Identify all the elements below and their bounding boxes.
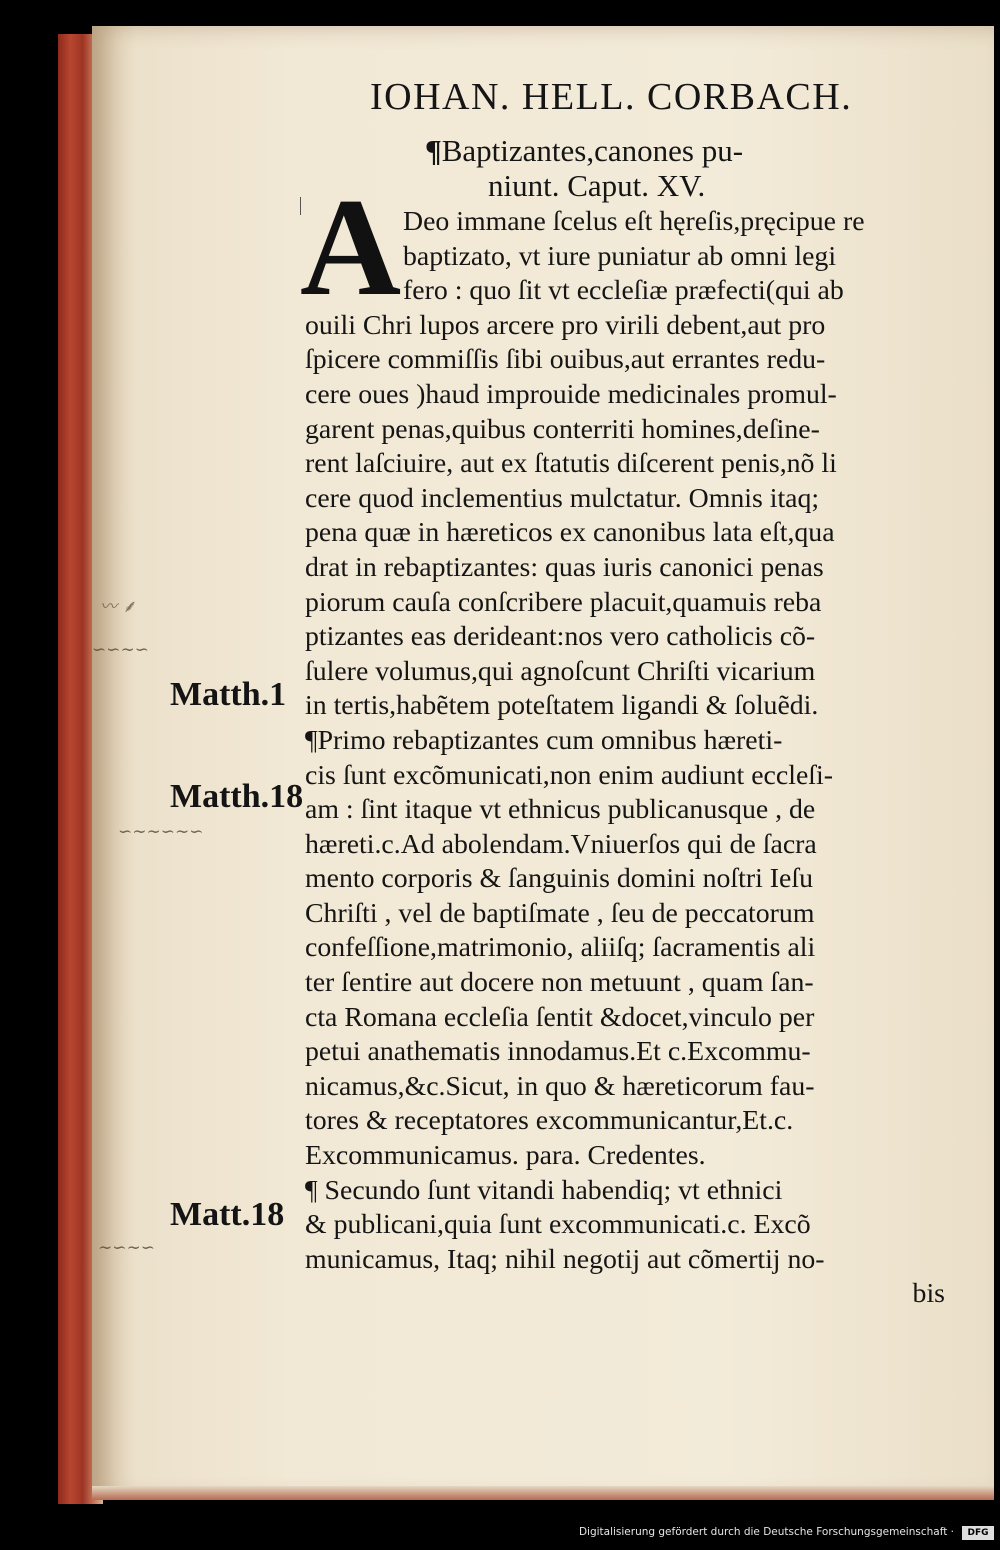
text-line: Excommunicamus. para. Credentes. bbox=[305, 1140, 706, 1172]
text-line: garent penas,quibus conterriti homines,deſine- bbox=[305, 413, 820, 445]
handwritten-annotation: 〰 ⸙ bbox=[100, 597, 136, 617]
text-line: confeſſione,matrimonio, aliiſq; ſacramentis ali bbox=[305, 932, 816, 964]
text-line: Chriſti , vel de baptiſmate , ſeu de peccatorum bbox=[305, 897, 815, 929]
text-line: cere quod inclementius mulctatur. Omnis itaq; bbox=[305, 482, 820, 514]
text-line: hæreti.c.Ad abolendam.Vniuerſos qui de ſacra bbox=[305, 828, 817, 860]
margin-reference: Matt.18 bbox=[170, 1196, 285, 1233]
text-line: mento corporis & ſanguinis domini noſtri Ieſu bbox=[305, 863, 813, 895]
handwritten-annotation: ∼∽∼∽ bbox=[98, 1238, 155, 1258]
page-bottom-edge bbox=[92, 1486, 994, 1500]
dfg-logo-icon: DFG bbox=[962, 1526, 994, 1540]
text-line: & publicani,quia ſunt excommunicati.c. Excõ bbox=[305, 1209, 811, 1241]
text-line: cere oues )haud improuide medicinales promul- bbox=[305, 378, 837, 410]
handwritten-annotation: ∽∽∼∽ bbox=[92, 640, 149, 660]
text-line-catchword: bis bbox=[912, 1278, 945, 1310]
text-line: ter ſentire aut docere non metuunt , quam ſan- bbox=[305, 967, 814, 999]
digitization-footer: Digitalisierung gefördert durch die Deutsche Forschungsgemeinschaft · bbox=[578, 1526, 954, 1538]
text-line: petui anathematis innodamus.Et c.Excommu- bbox=[305, 1036, 811, 1068]
text-line: ptizantes eas derideant:nos vero catholicis cõ- bbox=[305, 621, 816, 653]
chapter-title-text-1: Baptizantes,canones pu- bbox=[441, 133, 744, 168]
chapter-title-line-1 bbox=[425, 133, 835, 168]
text-line: ouili Chri lupos arcere pro virili debent,aut pro bbox=[305, 309, 826, 341]
text-line: ¶Primo rebaptizantes cum omnibus hæreti- bbox=[305, 724, 783, 756]
text-line: ſpicere commiſſis ſibi ouibus,aut errantes redu- bbox=[305, 344, 826, 376]
text-line: municamus, Itaq; nihil negotij aut cõmertij no- bbox=[305, 1243, 825, 1275]
text-line: drat in rebaptizantes: quas iuris canonici penas bbox=[305, 551, 824, 583]
text-line: nicamus,&c.Sicut, in quo & hæreticorum fau- bbox=[305, 1070, 815, 1102]
text-line: piorum cauſa conſcribere placuit,quamuis reba bbox=[305, 586, 822, 618]
text-line: pena quæ in hæreticos ex canonibus lata eſt,qua bbox=[305, 517, 835, 549]
drop-cap-initial: A bbox=[300, 170, 402, 325]
text-line: rent laſciuire, aut ex ſtatutis diſcerent penis,nõ li bbox=[305, 448, 837, 480]
margin-reference: Matth.1 bbox=[170, 676, 287, 713]
text-line: ſulere volumus,qui agnoſcunt Chriſti vicarium bbox=[305, 655, 816, 687]
pilcrow-icon: ¶ bbox=[425, 133, 442, 168]
text-line: fero : quo ſit vt eccleſiæ præfecti(qui ab bbox=[403, 275, 844, 307]
text-line: cta Romana eccleſia ſentit &docet,vinculo per bbox=[305, 1001, 815, 1033]
body-text bbox=[305, 205, 955, 1312]
running-head: IOHAN. HELL. CORBACH. bbox=[370, 76, 853, 118]
text-line: ¶ Secundo ſunt vitandi habendiq; vt ethnici bbox=[305, 1174, 783, 1206]
margin-reference: Matth.18 bbox=[170, 778, 304, 815]
text-line: cis ſunt excõmunicati,non enim audiunt eccleſi- bbox=[305, 759, 833, 791]
text-line: in tertis,habẽtem poteſtatem ligandi & ſoluẽdi. bbox=[305, 690, 819, 722]
text-line: baptizato, vt iure puniatur ab omni legi bbox=[403, 240, 837, 272]
text-line: tores & receptatores excommunicantur,Et.c. bbox=[305, 1105, 794, 1137]
chapter-title-line-2: niunt. Caput. XV. bbox=[488, 168, 706, 203]
handwritten-annotation: ∽∼∼∽∼∽ bbox=[118, 822, 204, 842]
text-line: am : ſint itaque vt ethnicus publicanusque , de bbox=[305, 794, 816, 826]
text-line: Deo immane ſcelus eſt hęreſis,pręcipue re bbox=[403, 206, 865, 237]
chapter-title bbox=[425, 133, 835, 203]
